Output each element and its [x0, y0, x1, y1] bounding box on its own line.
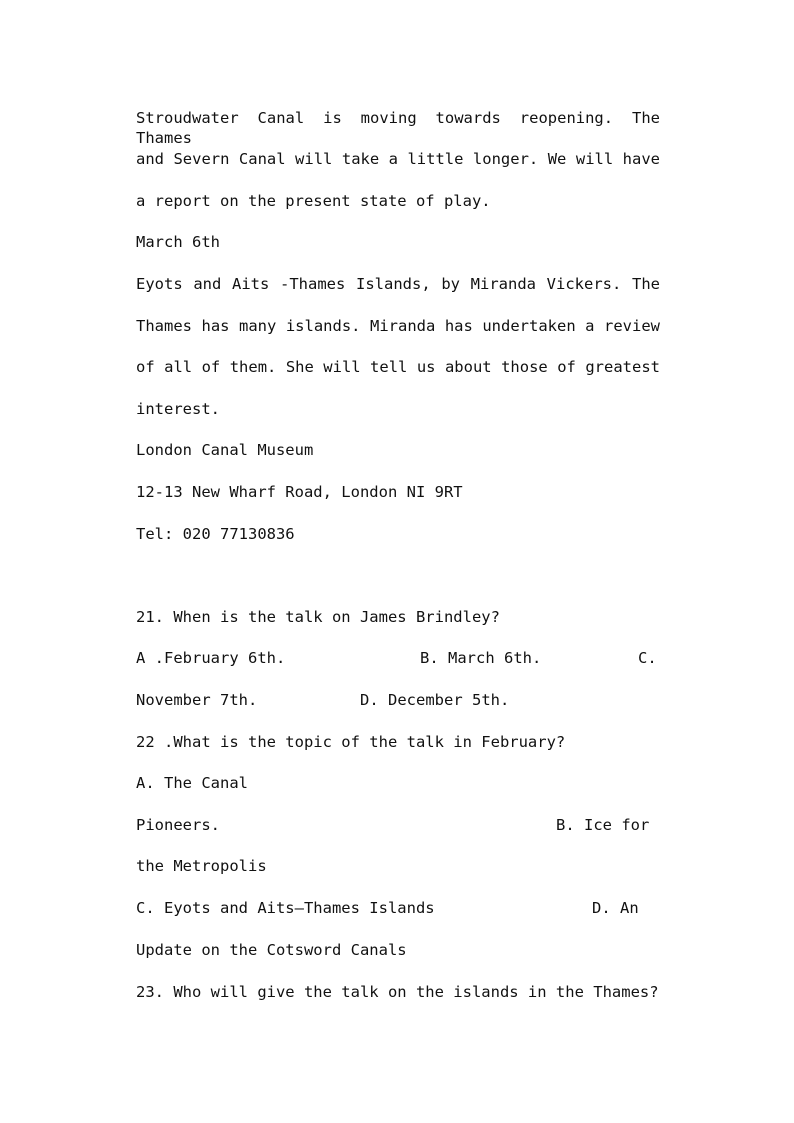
paragraph-line: Stroudwater Canal is moving towards reopening. The Thames [136, 109, 660, 147]
option-c: C. Eyots and Aits—Thames Islands [136, 899, 435, 917]
option-d: D. An [592, 899, 639, 917]
option-a-text: Pioneers. [136, 816, 220, 834]
paragraph-line: and Severn Canal will take a little longer. We will have [136, 150, 660, 168]
paragraph-line: interest. [136, 400, 220, 418]
option-d-text: Update on the Cotsword Canals [136, 941, 407, 959]
venue-tel: Tel: 020 77130836 [136, 525, 295, 543]
venue-name: London Canal Museum [136, 441, 314, 459]
option-b-text: the Metropolis [136, 857, 267, 875]
paragraph-line: a report on the present state of play. [136, 192, 491, 210]
question-23: 23. Who will give the talk on the islands in the Thames? [136, 983, 659, 1001]
question-21: 21. When is the talk on James Brindley? [136, 608, 500, 626]
option-d: D. December 5th. [360, 691, 510, 709]
option-b: B. March 6th. [420, 649, 542, 667]
option-a: A. The Canal [136, 774, 248, 792]
option-a: A .February 6th. [136, 649, 286, 667]
question-22: 22 .What is the topic of the talk in February? [136, 733, 566, 751]
paragraph-line: of all of them. She will tell us about those of greatest [136, 358, 660, 376]
paragraph-line: Thames has many islands. Miranda has undertaken a review [136, 317, 660, 335]
option-c: C. [638, 649, 657, 667]
event-date: March 6th [136, 233, 220, 251]
venue-address: 12-13 New Wharf Road, London NI 9RT [136, 483, 463, 501]
option-c-text: November 7th. [136, 691, 258, 709]
option-b: B. Ice for [556, 816, 650, 834]
paragraph-line: Eyots and Aits -Thames Islands, by Miranda Vickers. The [136, 275, 660, 293]
